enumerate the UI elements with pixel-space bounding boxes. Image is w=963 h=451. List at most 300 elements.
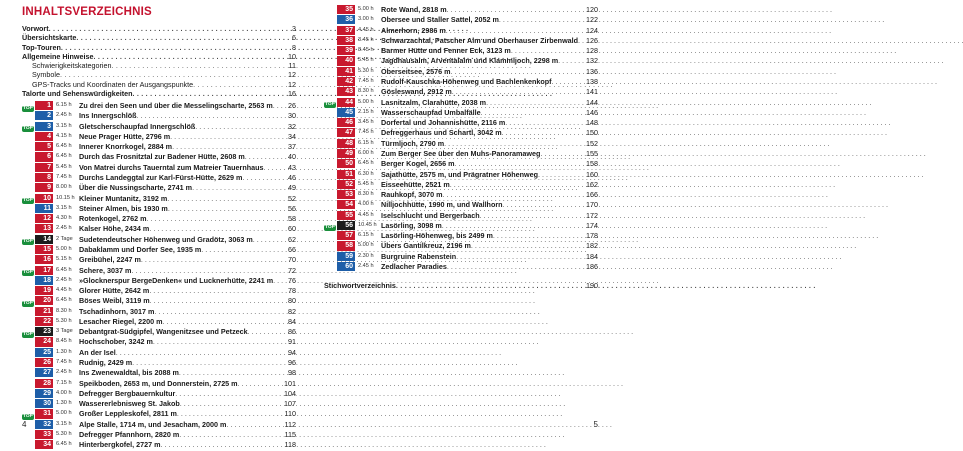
toc-entry-page: 11 (288, 61, 296, 70)
tour-number: 10 (35, 194, 53, 203)
tour-entry[interactable] (22, 142, 296, 151)
tour-title: Türmljoch, 2790 m (381, 138, 445, 148)
tour-duration: 6.45 h (56, 266, 72, 273)
leader-dots (451, 67, 586, 76)
tour-entry[interactable] (324, 108, 598, 117)
tour-page: 30 (288, 111, 296, 121)
tour-entry[interactable] (324, 5, 598, 14)
top-tour-badge: TOP (325, 225, 335, 231)
tour-entry[interactable] (22, 389, 296, 398)
tour-entry[interactable] (22, 214, 296, 223)
tour-entry[interactable] (324, 15, 598, 24)
tour-number: 23 (35, 327, 53, 336)
tour-entry[interactable] (324, 252, 598, 261)
tour-entry[interactable] (22, 440, 296, 449)
tour-title: Defreggerhaus und Schartl, 3042 m (381, 128, 502, 138)
top-slot (22, 102, 35, 110)
tour-entry[interactable] (22, 194, 296, 203)
tour-title: Steiner Almen, bis 1930 m (79, 203, 168, 213)
leader-dots (141, 255, 288, 264)
tour-page: 152 (586, 138, 598, 148)
tour-number: 36 (337, 15, 355, 24)
leader-dots (149, 286, 288, 295)
tour-number: 53 (337, 190, 355, 199)
tour-duration: 7.45 h (358, 129, 374, 136)
top-slot (324, 170, 337, 178)
top-slot (324, 88, 337, 96)
top-slot (22, 184, 35, 192)
tour-entry[interactable] (324, 170, 598, 179)
tour-title: Iselschlucht und Bergerbach (381, 210, 480, 220)
tour-title: Durch das Frosnitztal zur Badener Hütte, 2608 m (79, 152, 245, 162)
tour-title: Ins Zwenewaldtal, bis 2088 m (79, 368, 179, 378)
tour-title: Rudolf-Kauschka-Höhenweg und Bachlenkenkopf (381, 76, 552, 86)
tour-number: 6 (35, 152, 53, 161)
tour-duration: 5.45 h (358, 180, 374, 187)
tour-page: 58 (288, 214, 296, 224)
leader-dots (180, 399, 284, 408)
leader-dots (452, 87, 586, 96)
tour-entry[interactable] (22, 173, 296, 182)
tour-entry[interactable] (324, 180, 598, 189)
top-slot (22, 400, 35, 408)
top-slot (22, 359, 35, 367)
tour-page: 56 (288, 203, 296, 213)
tour-number: 46 (337, 118, 355, 127)
tour-duration: 5.30 h (358, 67, 374, 74)
tour-duration: 3.15 h (56, 122, 72, 129)
tour-duration: 3.00 h (358, 16, 374, 23)
tour-page: 132 (586, 56, 598, 66)
tour-title: Tschadinhorn, 3017 m (79, 306, 155, 316)
top-tour-badge: TOP (325, 102, 335, 108)
page-heading: INHALTSVERZEICHNIS (22, 6, 152, 18)
top-slot (324, 139, 337, 147)
tour-page: 43 (288, 162, 296, 172)
leader-dots (150, 296, 288, 305)
tour-page: 34 (288, 131, 296, 141)
tour-entry[interactable] (324, 26, 598, 35)
tour-number: 60 (337, 262, 355, 271)
tour-duration: 4.00 h (56, 389, 72, 396)
tour-number: 39 (337, 46, 355, 55)
tour-page: 94 (288, 347, 296, 357)
tour-entry[interactable] (22, 307, 296, 316)
tour-page: 26 (288, 101, 296, 110)
tour-entry[interactable] (22, 101, 296, 110)
leader-dots (446, 26, 586, 35)
tour-number: 49 (337, 149, 355, 158)
tour-title: Neue Prager Hütte, 2796 m (79, 131, 171, 141)
tour-number: 25 (35, 348, 53, 357)
toc-entry-title: Talorte und Sehenswürdigkeiten (22, 88, 133, 98)
top-slot (324, 119, 337, 127)
tour-page: 155 (586, 148, 598, 158)
leader-dots (444, 139, 586, 148)
leader-dots (486, 98, 586, 107)
tour-entry[interactable] (324, 190, 598, 199)
toc-entry-title: Top-Touren (22, 42, 61, 52)
tour-number: 13 (35, 224, 53, 233)
leader-dots (179, 430, 284, 439)
tour-title: Lasörling, 3098 m (381, 220, 442, 230)
tour-page: 46 (288, 172, 296, 182)
tour-duration: 2.45 h (56, 112, 72, 119)
top-slot (324, 201, 337, 209)
tour-duration: 7.45 h (56, 173, 72, 180)
tour-entry[interactable] (22, 286, 296, 295)
tour-number: 4 (35, 132, 53, 141)
tour-duration: 6.15 h (358, 232, 374, 239)
tour-title: Hochschober, 3242 m (79, 337, 153, 347)
tour-entry[interactable] (324, 211, 598, 220)
tour-entry[interactable] (22, 348, 296, 357)
tour-duration: 1.30 h (56, 348, 72, 355)
tour-number: 21 (35, 307, 53, 316)
tour-number: 26 (35, 358, 53, 367)
top-slot (324, 149, 337, 157)
tour-duration: 3 Tage (56, 328, 73, 335)
tour-entry[interactable] (22, 327, 296, 336)
tour-page: 52 (288, 193, 296, 203)
tour-entry[interactable] (324, 56, 598, 65)
tour-duration: 5.00 h (358, 242, 374, 249)
tour-title: Gösleswand, 2912 m (381, 87, 452, 97)
tour-entry[interactable] (22, 420, 296, 429)
tour-duration: 4.00 h (358, 201, 374, 208)
tour-title: Lesacher Riegel, 2200 m (79, 316, 163, 326)
top-slot (22, 112, 35, 120)
top-slot (22, 174, 35, 182)
tour-entry[interactable] (22, 399, 296, 408)
tour-number: 27 (35, 368, 53, 377)
tour-title: Rauhkopf, 3070 m (381, 190, 443, 200)
tour-title: Burgruine Rabenstein (381, 251, 457, 261)
toc-entry-title: GPS-Tracks und Koordinaten der Ausgangspunkte (32, 79, 194, 89)
toc-entry[interactable] (22, 52, 296, 61)
tour-title: Sudetendeutscher Höhenweg und Gradötz, 3063 m (79, 234, 253, 244)
tour-number: 51 (337, 170, 355, 179)
leader-dots (193, 80, 287, 89)
tour-duration: 8.30 h (358, 88, 374, 95)
tour-entry[interactable] (324, 241, 598, 250)
toc-entry-title: Schwierigkeitskategorien (32, 61, 112, 70)
leader-dots (149, 224, 288, 233)
leader-dots (447, 5, 586, 14)
tour-entry[interactable] (22, 204, 296, 213)
tour-entry[interactable] (324, 128, 598, 137)
tour-entry[interactable] (324, 118, 598, 127)
tour-entry[interactable] (324, 36, 598, 45)
leader-dots (505, 118, 586, 127)
tour-duration: 5.00 h (56, 410, 72, 417)
toc-entry-page: 8 (292, 42, 296, 52)
tour-page: 115 (284, 430, 296, 439)
tour-entry[interactable] (324, 139, 598, 148)
tour-entry[interactable] (22, 245, 296, 254)
tour-duration: 4.45 h (358, 26, 374, 33)
top-slot (324, 16, 337, 24)
top-tour-badge: TOP (23, 239, 33, 245)
tour-entry[interactable] (324, 262, 598, 271)
top-slot (324, 26, 337, 34)
tour-duration: 2.45 h (56, 276, 72, 283)
tour-title: Defregger Pfannhorn, 2820 m (79, 430, 180, 439)
tour-duration: 7.45 h (56, 359, 72, 366)
tour-number: 7 (35, 163, 53, 172)
leader-dots (163, 317, 288, 326)
register-page: 190 (586, 281, 598, 291)
tour-number: 59 (337, 252, 355, 261)
top-slot (22, 317, 35, 325)
tour-entry[interactable] (324, 200, 598, 209)
tour-title: Rote Wand, 2818 m (381, 5, 447, 14)
tour-number: 47 (337, 128, 355, 137)
top-slot (22, 235, 35, 243)
register-entry[interactable] (324, 281, 598, 290)
tour-page: 62 (288, 234, 296, 244)
tour-page: 162 (586, 179, 598, 189)
tour-page: 182 (586, 241, 598, 251)
tour-title: Schwarzachtal, Patscher Alm und Oberhauser Zirbenwald (381, 35, 579, 45)
tour-title: Böses Weibl, 3119 m (79, 296, 150, 306)
tour-page: 78 (288, 286, 296, 296)
leader-dots (192, 183, 288, 192)
leader-dots (242, 173, 288, 182)
toc-entry-title: Symbole (32, 70, 60, 80)
tour-entry[interactable] (22, 358, 296, 367)
tour-duration: 6.15 h (358, 139, 374, 146)
leader-dots (177, 409, 285, 418)
leader-dots (147, 214, 288, 223)
top-slot (22, 153, 35, 161)
tour-entry[interactable] (22, 430, 296, 439)
leader-dots (226, 420, 284, 429)
tour-entry[interactable] (324, 87, 598, 96)
tour-entry[interactable] (22, 132, 296, 141)
tour-page: 32 (288, 121, 296, 131)
toc-entry[interactable] (22, 43, 296, 52)
top-slot (22, 441, 35, 449)
tour-page: 170 (586, 200, 598, 210)
tour-duration: 2.15 h (358, 108, 374, 115)
top-slot (324, 98, 337, 106)
top-tour-badge: TOP (23, 126, 33, 132)
top-slot (22, 215, 35, 223)
tour-title: Sajathütte, 2575 m, und Prägratner Höhenweg (381, 169, 538, 179)
toc-entry[interactable] (22, 24, 296, 33)
top-slot (324, 57, 337, 65)
top-tour-badge: TOP (23, 198, 33, 204)
top-slot (324, 160, 337, 168)
toc-entry[interactable] (22, 89, 296, 98)
tour-title: Kleiner Muntanitz, 3192 m (79, 193, 168, 203)
top-slot (22, 266, 35, 274)
tour-number: 31 (35, 409, 53, 418)
tour-page: 144 (586, 97, 598, 107)
tour-number: 37 (337, 26, 355, 35)
toc-left (22, 24, 296, 451)
leader-dots (443, 190, 586, 199)
leader-dots (499, 15, 586, 24)
tour-entry[interactable] (324, 149, 598, 158)
leader-dots (552, 77, 586, 86)
right-page (310, 0, 620, 435)
tour-duration: 4.45 h (56, 287, 72, 294)
tour-duration: 2.30 h (358, 252, 374, 259)
tour-number: 44 (337, 98, 355, 107)
tour-number: 45 (337, 108, 355, 117)
tour-duration: 2.45 h (56, 225, 72, 232)
tour-duration: 6.45 h (56, 441, 72, 448)
top-slot (22, 389, 35, 397)
tour-entry[interactable] (22, 235, 296, 244)
tour-title: Glorer Hütte, 2642 m (79, 286, 150, 296)
toc-entry[interactable] (22, 33, 296, 42)
tour-page: 112 (284, 419, 296, 429)
tour-number: 1 (35, 101, 53, 110)
top-slot (324, 108, 337, 116)
tour-page: 110 (284, 409, 296, 419)
tour-entry[interactable] (22, 368, 296, 377)
tour-entry[interactable] (324, 98, 598, 107)
tour-entry[interactable] (22, 183, 296, 192)
tour-entry[interactable] (324, 221, 598, 230)
tour-duration: 4.15 h (56, 132, 72, 139)
tour-title: Debantgrat-Südgipfel, Wangenitzsee und Petzeck (79, 327, 248, 337)
tour-entry[interactable] (324, 67, 598, 76)
top-slot (22, 194, 35, 202)
toc-entry[interactable] (22, 70, 296, 79)
page-number-right: 5 (593, 420, 598, 429)
tour-entry[interactable] (22, 276, 296, 285)
tour-page: 80 (288, 296, 296, 306)
tour-number: 50 (337, 159, 355, 168)
leader-dots (248, 327, 288, 336)
tour-page: 138 (586, 76, 598, 86)
leader-dots (447, 262, 586, 271)
tour-entry[interactable] (324, 46, 598, 55)
tour-page: 122 (586, 15, 598, 25)
toc-entry-page: 16 (288, 88, 296, 98)
top-slot (324, 263, 337, 271)
tour-page: 84 (288, 316, 296, 326)
tour-page: 186 (586, 262, 598, 272)
tour-duration: 6.30 h (358, 170, 374, 177)
tour-title: An der Isel (79, 347, 116, 357)
tour-number: 58 (337, 241, 355, 250)
leader-dots (273, 101, 288, 110)
tour-entry[interactable] (22, 317, 296, 326)
top-slot (324, 211, 337, 219)
tour-entry[interactable] (22, 163, 296, 172)
tour-duration: 5.00 h (358, 6, 374, 12)
tour-page: 76 (288, 275, 296, 285)
tour-entry[interactable] (22, 255, 296, 264)
tour-number: 8 (35, 173, 53, 182)
leader-dots (442, 221, 586, 230)
top-slot (324, 6, 337, 14)
tour-entry[interactable] (22, 409, 296, 418)
tour-page: 172 (586, 210, 598, 220)
top-slot (324, 67, 337, 75)
toc-entry[interactable] (22, 80, 296, 89)
tour-entry[interactable] (22, 224, 296, 233)
tour-duration: 10.45 h (358, 221, 377, 228)
tour-number: 54 (337, 200, 355, 209)
tour-title: Berger Kogel, 2656 m (381, 159, 455, 169)
tour-entry[interactable] (324, 231, 598, 240)
leader-dots (94, 52, 288, 61)
leader-dots (253, 235, 288, 244)
top-slot (22, 122, 35, 130)
tour-list-left (22, 101, 296, 449)
leader-dots (396, 281, 585, 290)
top-slot (324, 252, 337, 260)
toc-entry[interactable] (22, 61, 296, 70)
leader-dots (161, 440, 285, 449)
tour-number: 5 (35, 142, 53, 151)
tour-duration: 5.30 h (56, 431, 72, 437)
tour-number: 15 (35, 245, 53, 254)
tour-entry[interactable] (22, 111, 296, 120)
tour-entry[interactable] (324, 159, 598, 168)
tour-title: Jagdhausalm, Arventalalm und Klammljoch, 2298 m (381, 56, 559, 66)
tour-duration: 5.00 h (56, 245, 72, 252)
tour-entry[interactable] (22, 337, 296, 346)
tour-duration: 3.15 h (56, 204, 72, 211)
tour-entry[interactable] (324, 77, 598, 86)
tour-number: 24 (35, 337, 53, 346)
tour-entry[interactable] (22, 379, 296, 388)
tour-number: 32 (35, 420, 53, 429)
top-slot (22, 328, 35, 336)
top-slot (22, 348, 35, 356)
tour-title: Eisseehütte, 2521 m (381, 179, 450, 189)
tour-title: Rotenkogel, 2762 m (79, 214, 147, 224)
tour-number: 12 (35, 214, 53, 223)
tour-duration: 6.45 h (56, 143, 72, 150)
tour-entry[interactable] (22, 296, 296, 305)
tour-title: Durchs Landeggtal zur Karl-Fürst-Hütte, 2629 m (79, 172, 243, 182)
leader-dots (175, 389, 284, 398)
tour-entry[interactable] (22, 266, 296, 275)
toc-entry-page: 6 (292, 33, 296, 43)
tour-number: 29 (35, 389, 53, 398)
top-slot (22, 410, 35, 418)
leader-dots (481, 108, 586, 117)
tour-entry[interactable] (22, 152, 296, 161)
tour-page: 82 (288, 306, 296, 316)
toc-entry-page: 10 (288, 51, 296, 61)
tour-duration: 2 Tage (56, 235, 73, 242)
top-slot (22, 287, 35, 295)
toc-entry-title: Übersichtskarte (22, 33, 77, 43)
tour-duration: 6.45 h (56, 153, 72, 160)
register-title: Stichwortverzeichnis (324, 281, 396, 291)
tour-title: Innerer Knorrkogel, 2884 m (79, 142, 173, 152)
tour-entry[interactable] (22, 122, 296, 131)
leader-dots (273, 276, 288, 285)
top-slot (22, 369, 35, 377)
top-slot (22, 379, 35, 387)
tour-title: Greibühel, 2247 m (79, 255, 141, 265)
tour-number: 3 (35, 122, 53, 131)
leader-dots (60, 70, 287, 79)
tour-page: 49 (288, 183, 296, 193)
tour-title: Almerhorn, 2986 m (381, 25, 446, 35)
tour-number: 52 (337, 180, 355, 189)
